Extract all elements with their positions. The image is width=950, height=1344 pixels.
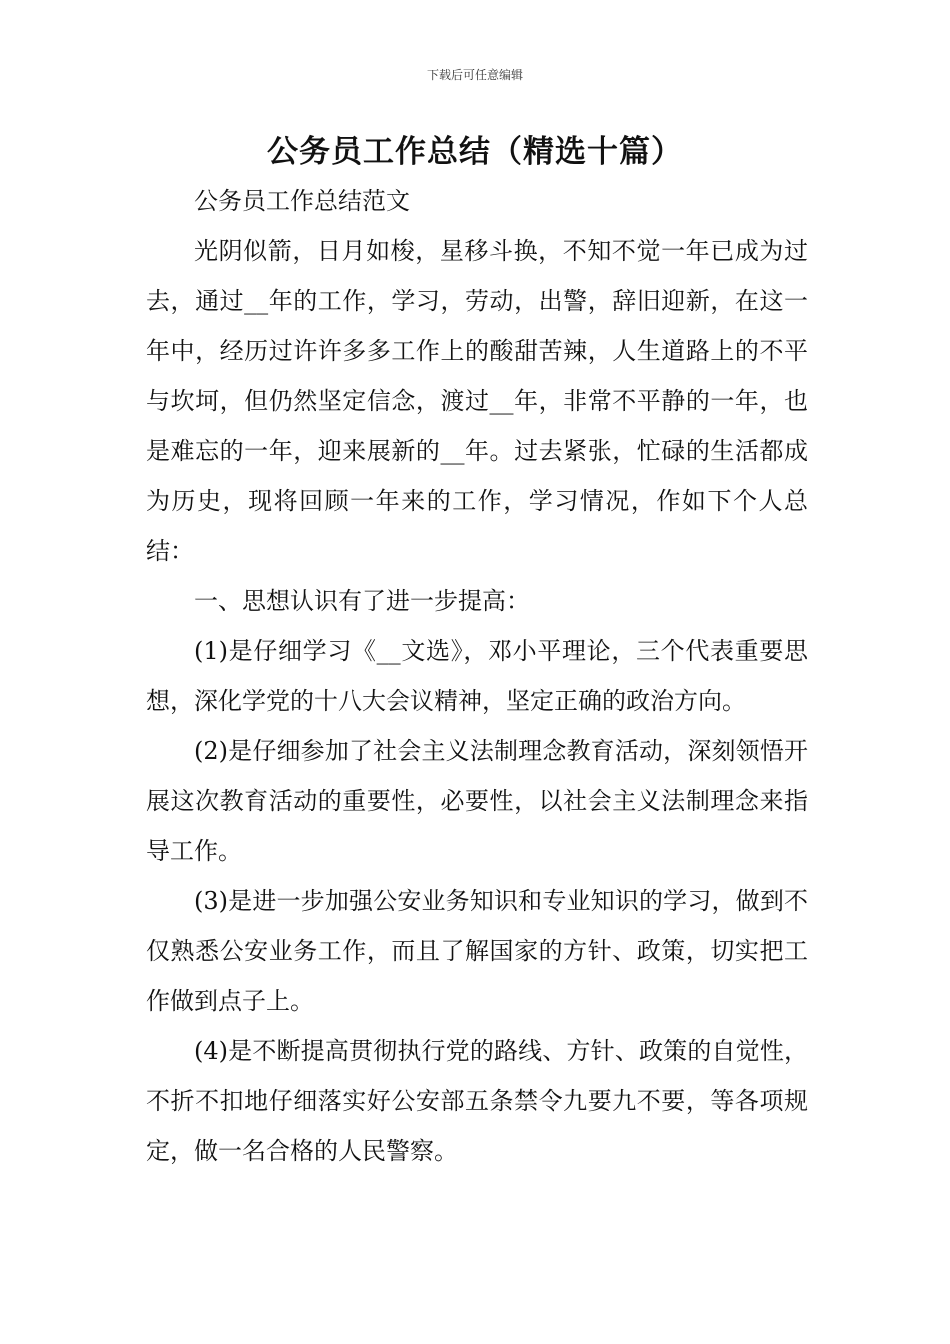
paragraph-intro: 光阴似箭，日月如梭，星移斗换，不知不觉一年已成为过去，通过__年的工作，学习，劳动，出警，辞旧迎新，在这一年中，经历过许许多多工作上的酸甜苦辣，人生道路上的不平与坎坷，但仍然坚定信念，渡过__年，非常不平静的一年，也是难忘的一年，迎来展新的__年。过去紧张，忙碌的生活都成为历史，现将回顾一年来的工作，学习情况，作如下个人总结： (146, 237, 808, 565)
paragraph-item-1: (1)是仔细学习《__文选》，邓小平理论，三个代表重要思想，深化学党的十八大会议精神，坚定正确的政治方向。 (146, 637, 808, 715)
document-body (146, 176, 808, 1176)
paragraph-subtitle: 公务员工作总结范文 (194, 187, 410, 215)
header-note: 下载后可任意编辑 (426, 68, 523, 82)
paragraph-item-3: (3)是进一步加强公安业务知识和专业知识的学习，做到不仅熟悉公安业务工作，而且了解国家的方针、政策，切实把工作做到点子上。 (146, 887, 808, 1015)
paragraph-item-4: (4)是不断提高贯彻执行党的路线、方针、政策的自觉性，不折不扣地仔细落实好公安部五条禁令九要九不要，等各项规定，做一名合格的人民警察。 (146, 1037, 808, 1165)
paragraph-section-heading: 一、思想认识有了进一步提高： (194, 587, 530, 615)
paragraph-item-2: (2)是仔细参加了社会主义法制理念教育活动，深刻领悟开展这次教育活动的重要性，必要性，以社会主义法制理念来指导工作。 (146, 737, 808, 865)
document-title: 公务员工作总结（精选十篇） (267, 134, 683, 170)
